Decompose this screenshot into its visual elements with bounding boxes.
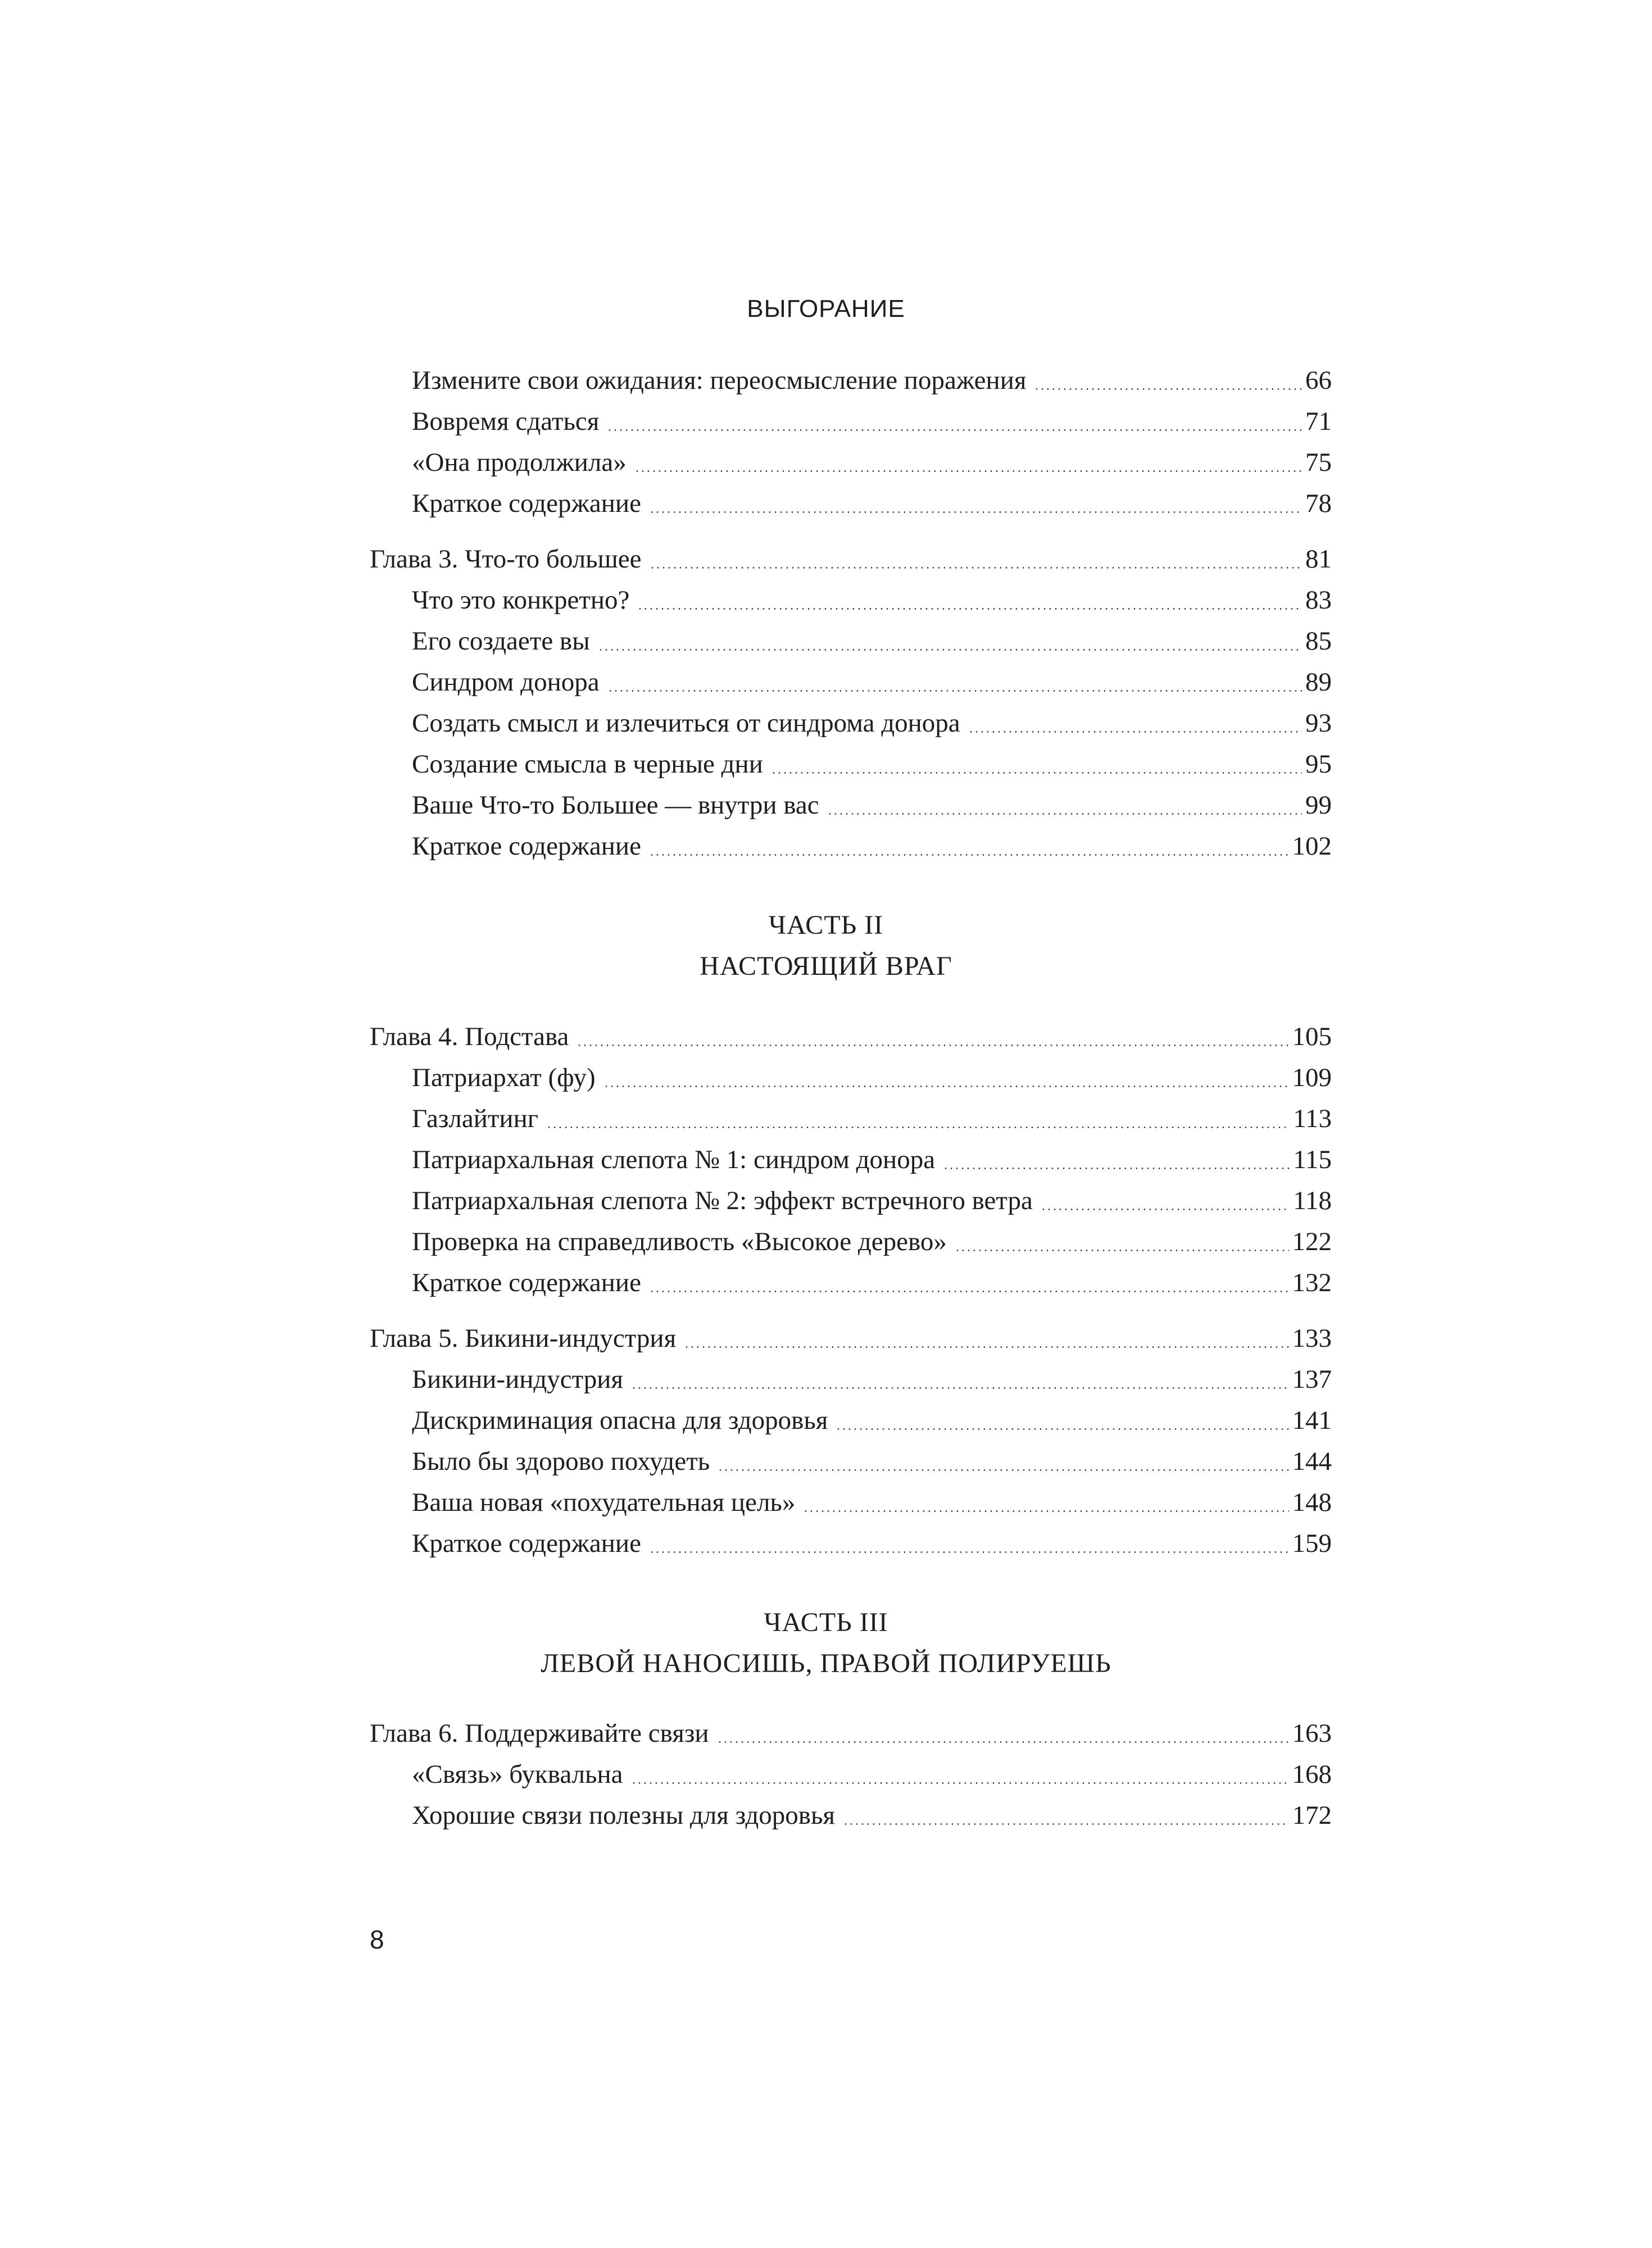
dot-leader — [649, 1551, 1289, 1553]
dot-leader — [598, 649, 1302, 651]
toc-entry-page: 132 — [1292, 1268, 1332, 1297]
toc-entry-page: 75 — [1305, 448, 1332, 477]
toc-entry-page: 71 — [1305, 407, 1332, 436]
toc-entry-page: 118 — [1293, 1186, 1332, 1215]
toc-entry-page: 133 — [1292, 1324, 1332, 1353]
toc-entry-page: 168 — [1292, 1760, 1332, 1789]
dot-leader — [684, 1346, 1288, 1348]
toc-entry-page: 99 — [1305, 791, 1332, 820]
toc-chapter-title: Глава 5. Бикини-индустрия — [370, 1324, 677, 1353]
toc-entry-title: Краткое содержание — [412, 832, 641, 861]
toc-entry-title: Хорошие связи полезны для здоровья — [412, 1801, 836, 1830]
dot-leader — [649, 1291, 1289, 1292]
toc-entry-title: Ваше Что-то Большее — внутри вас — [412, 791, 819, 820]
toc-entry-title: Было бы здорово похудеть — [412, 1447, 710, 1476]
toc-entry-page: 115 — [1293, 1145, 1332, 1174]
toc-entry[interactable] — [412, 1263, 1332, 1302]
page-number: 8 — [370, 1925, 384, 1954]
toc-entry-page: 83 — [1305, 585, 1332, 615]
toc-entry-title: Патриархальная слепота № 1: синдром донора — [412, 1145, 936, 1174]
part-title: НАСТОЯЩИЙ ВРАГ — [700, 951, 952, 981]
toc-entry-page: 66 — [1305, 366, 1332, 395]
toc-entry-title: Патриархальная слепота № 2: эффект встречного ветра — [412, 1186, 1033, 1215]
toc-entry[interactable] — [412, 1181, 1332, 1220]
toc-entry-page: 163 — [1292, 1719, 1332, 1748]
part-label: ЧАСТЬ II — [768, 910, 884, 940]
dot-leader — [968, 731, 1302, 733]
toc-entry-page: 172 — [1292, 1801, 1332, 1830]
toc-entry[interactable] — [412, 1524, 1332, 1563]
toc-entry-title: Ваша новая «похудательная цель» — [412, 1488, 796, 1517]
toc-entry[interactable] — [412, 1796, 1332, 1835]
toc-entry-title: Вовремя сдаться — [412, 407, 600, 436]
toc-entry-page: 95 — [1305, 750, 1332, 779]
toc-entry[interactable] — [412, 1140, 1332, 1179]
toc-entry-title: Измените свои ожидания: переосмысление поражения — [412, 366, 1027, 395]
toc-chapter[interactable] — [370, 1017, 1332, 1056]
toc-entry[interactable] — [412, 580, 1332, 620]
dot-leader — [577, 1044, 1288, 1046]
toc-chapter[interactable] — [370, 1319, 1332, 1358]
toc-entry-title: Бикини-индустрия — [412, 1365, 624, 1394]
dot-leader — [955, 1250, 1289, 1251]
toc-entry-page: 113 — [1293, 1104, 1332, 1133]
toc-entry[interactable] — [412, 1360, 1332, 1399]
toc-entry-title: Краткое содержание — [412, 1529, 641, 1558]
toc-entry-page: 144 — [1292, 1447, 1332, 1476]
toc-entry-page: 159 — [1292, 1529, 1332, 1558]
toc-entry[interactable] — [412, 621, 1332, 661]
toc-entry-page: 148 — [1292, 1488, 1332, 1517]
toc-entry-title: Патриархат (фу) — [412, 1063, 596, 1092]
toc-entry[interactable] — [412, 1442, 1332, 1481]
toc-entry-title: Синдром донора — [412, 667, 600, 697]
toc-entry-page: 141 — [1292, 1406, 1332, 1435]
toc-entry-title: Создание смысла в черные дни — [412, 750, 763, 779]
toc-chapter[interactable] — [370, 1714, 1332, 1753]
part-label: ЧАСТЬ III — [764, 1607, 888, 1637]
toc-entry-title: Проверка на справедливость «Высокое дерево» — [412, 1227, 947, 1256]
toc-entry[interactable] — [412, 826, 1332, 866]
toc-entry[interactable] — [412, 1222, 1332, 1261]
dot-leader — [771, 772, 1302, 774]
toc-chapter[interactable] — [370, 539, 1332, 579]
toc-entry[interactable] — [412, 1483, 1332, 1522]
toc-entry[interactable] — [412, 703, 1332, 743]
dot-leader — [607, 429, 1302, 431]
dot-leader — [603, 1086, 1289, 1087]
toc-entry[interactable] — [412, 744, 1332, 784]
dot-leader — [637, 608, 1302, 610]
dot-leader — [717, 1741, 1289, 1743]
toc-entry-page: 102 — [1292, 832, 1332, 861]
toc-entry-title: Краткое содержание — [412, 489, 641, 518]
toc-entry[interactable] — [412, 443, 1332, 482]
toc-entry[interactable] — [412, 662, 1332, 702]
toc-entry-page: 93 — [1305, 709, 1332, 738]
toc-entry-page: 109 — [1292, 1063, 1332, 1092]
toc-chapter-title: Глава 6. Поддерживайте связи — [370, 1719, 709, 1748]
dot-leader — [649, 854, 1289, 856]
toc-entry[interactable] — [412, 361, 1332, 400]
toc-entry-title: Его создаете вы — [412, 626, 590, 656]
dot-leader — [836, 1428, 1288, 1430]
dot-leader — [718, 1469, 1288, 1471]
toc-entry-title: Что это конкретно? — [412, 585, 630, 615]
toc-entry-page: 81 — [1305, 544, 1332, 574]
dot-leader — [546, 1127, 1290, 1128]
toc-chapter-title: Глава 4. Подстава — [370, 1022, 569, 1051]
toc-entry-title: Создать смысл и излечиться от синдрома донора — [412, 709, 960, 738]
dot-leader — [649, 511, 1302, 513]
dot-leader — [607, 690, 1302, 692]
toc-entry-page: 78 — [1305, 489, 1332, 518]
dot-leader — [1041, 1209, 1290, 1210]
toc-entry[interactable] — [412, 1099, 1332, 1138]
dot-leader — [827, 813, 1302, 815]
toc-entry-page: 105 — [1292, 1022, 1332, 1051]
toc-entry-title: Газлайтинг — [412, 1104, 539, 1133]
dot-leader — [943, 1168, 1290, 1169]
toc-entry-title: Дискриминация опасна для здоровья — [412, 1406, 828, 1435]
dot-leader — [631, 1387, 1288, 1389]
toc-entry[interactable] — [412, 402, 1332, 441]
toc-entry-title: «Она продолжила» — [412, 448, 627, 477]
toc-entry-page: 137 — [1292, 1365, 1332, 1394]
dot-leader — [803, 1510, 1288, 1512]
dot-leader — [634, 470, 1302, 472]
dot-leader — [631, 1782, 1289, 1784]
toc-entry[interactable] — [412, 1058, 1332, 1097]
dot-leader — [650, 567, 1302, 569]
toc-entry[interactable] — [412, 1755, 1332, 1794]
toc-entry-title: «Связь» буквальна — [412, 1760, 623, 1789]
toc-entry-page: 85 — [1305, 626, 1332, 656]
toc-entry[interactable] — [412, 1401, 1332, 1440]
part-title: ЛЕВОЙ НАНОСИШЬ, ПРАВОЙ ПОЛИРУЕШЬ — [541, 1648, 1111, 1678]
running-head: ВЫГОРАНИЕ — [747, 295, 905, 323]
dot-leader — [1034, 388, 1302, 390]
toc-entry-page: 89 — [1305, 667, 1332, 697]
toc-entry[interactable] — [412, 484, 1332, 523]
dot-leader — [843, 1823, 1288, 1825]
toc-chapter-title: Глава 3. Что-то большее — [370, 544, 642, 574]
toc-entry-title: Краткое содержание — [412, 1268, 641, 1297]
toc-entry-page: 122 — [1292, 1227, 1332, 1256]
toc-entry[interactable] — [412, 785, 1332, 825]
